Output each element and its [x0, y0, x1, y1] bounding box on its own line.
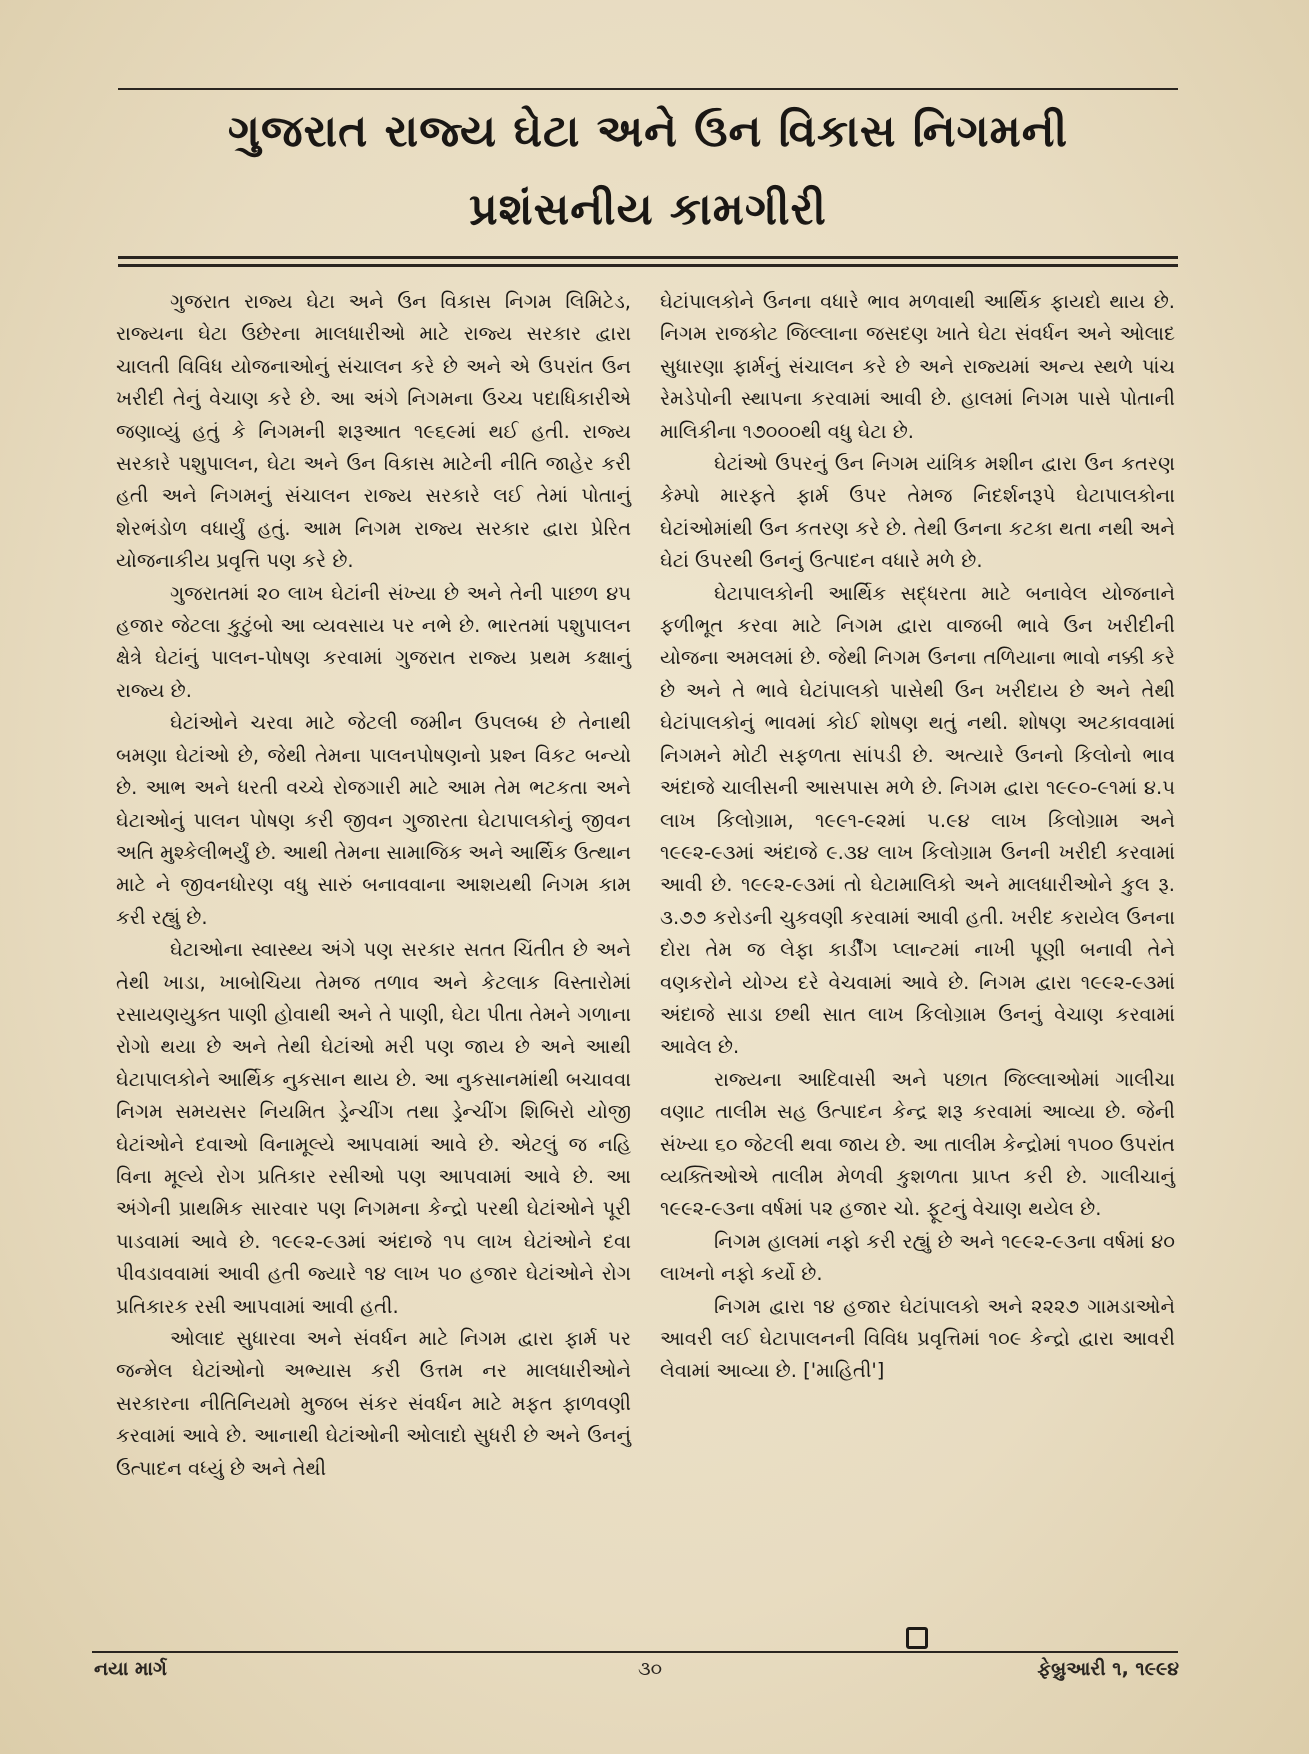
article-end-square-icon [906, 1627, 928, 1649]
title-double-rule [118, 256, 1178, 267]
paragraph: રાજ્યના આદિવાસી અને પછાત જિલ્લાઓમાં ગાલીચા વણાટ તાલીમ સહ ઉત્પાદન કેન્દ્ર શરૂ કરવામાં આવ્યા છે. જેની સંખ્યા ૬૦ જેટલી થવા જાય છે. આ તાલીમ કેન્દ્રોમાં ૧૫૦૦ ઉપરાંત વ્યક્તિઓએ તાલીમ મેળવી કુશળતા પ્રાપ્ત કરી છે. ગાલીચાનું ૧૯૯૨-૯૩ના વર્ષમાં ૫૨ હજાર ચો. ફૂટનું વેચાણ થયેલ છે. [660, 1067, 1175, 1221]
footer-rule [92, 1651, 1178, 1653]
footer-page-number: ૩૦ [637, 1658, 663, 1680]
paragraph: નિગમ હાલમાં નફો કરી રહ્યું છે અને ૧૯૯૨-૯૩ના વર્ષમાં ૪૦ લાખનો નફો કર્યો છે. [660, 1229, 1175, 1286]
article-title-line2: પ્રશંસનીય કામગીરી [469, 184, 827, 235]
left-column [116, 286, 631, 1485]
paragraph: ઘેટાપાલકોની આર્થિક સદ્ધરતા માટે બનાવેલ યોજનાને ફળીભૂત કરવા માટે નિગમ દ્વારા વાજબી ભાવે ઉન ખરીદીની યોજના અમલમાં છે. જેથી નિગમ ઉનના તળિયાના ભાવો નક્કી કરે છે અને તે ભાવે ઘેટાંપાલકો પાસેથી ઉન ખરીદાય છે અને તેથી ઘેટાંપાલકોનું ભાવમાં કોઈ શોષણ થતું નથી. શોષણ અટકાવવામાં નિગમને મોટી સફળતા સાંપડી છે. અત્યારે ઉનનો કિલોનો ભાવ અંદાજે ચાલીસની આસપાસ મળે છે. નિગમ દ્વારા ૧૯૯૦-૯૧માં ૪.૫ લાખ કિલોગ્રામ, ૧૯૯૧-૯૨માં ૫.૯૪ લાખ કિલોગ્રામ અને ૧૯૯૨-૯૩માં અંદાજે ૯.૩૪ લાખ કિલોગ્રામ ઉનની ખરીદી કરવામાં આવી છે. ૧૯૯૨-૯૩માં તો ઘેટામાલિકો અને માલધારીઓને કુલ રૂ. ૩.૭૭ કરોડની ચુકવણી કરવામાં આવી હતી. ખરીદ કરાયેલ ઉનના દોરા તેમ જ લેફા કાર્ડીંગ પ્લાન્ટમાં નાખી પૂણી બનાવી તેને વણકરોને યોગ્ય દરે વેચવામાં આવે છે. નિગમ દ્વારા ૧૯૯૨-૯૩માં અંદાજે સાડા છથી સાત લાખ કિલોગ્રામ ઉનનું વેચાણ કરવામાં આવેલ છે. [660, 581, 1175, 1059]
paragraph: ઘેટાઓના સ્વાસ્થ્ય અંગે પણ સરકાર સતત ચિંતીત છે અને તેથી ખાડા, ખાબોચિયા તેમજ તળાવ અને કેટલાક વિસ્તારોમાં રસાયણયુક્ત પાણી હોવાથી અને તે પાણી, ઘેટા પીતા તેમને ગળાના રોગો થયા છે અને તેથી ઘેટાંઓ મરી પણ જાય છે અને આથી ઘેટાપાલકોને આર્થિક નુકસાન થાય છે. આ નુકસાનમાંથી બચાવવા નિગમ સમયસર નિયમિત ડ્રેન્ચીંગ તથા ડ્રેન્ચીંગ શિબિરો યોજી ઘેટાંઓને દવાઓ વિનામૂલ્યે આપવામાં આવે છે. એટલું જ નહિ વિના મૂલ્યે રોગ પ્રતિકાર રસીઓ પણ આપવામાં આવે છે. આ અંગેની પ્રાથમિક સારવાર પણ નિગમના કેન્દ્રો પરથી ઘેટાંઓને પૂરી પાડવામાં આવે છે. ૧૯૯૨-૯૩માં અંદાજે ૧૫ લાખ ઘેટાંઓને દવા પીવડાવવામાં આવી હતી જ્યારે ૧૪ લાખ ૫૦ હજાર ઘેટાંઓને રોગ પ્રતિકારક રસી આપવામાં આવી હતી. [116, 938, 631, 1318]
top-rule [118, 88, 1178, 90]
paragraph: ઘેટાંઓ ઉપરનું ઉન નિગમ યાંત્રિક મશીન દ્વારા ઉન કતરણ કેમ્પો મારફતે ફાર્મ ઉપર તેમજ નિદર્શનરૂપે ઘેટાપાલકોના ઘેટાંઓમાંથી ઉન કતરણ કરે છે. તેથી ઉનના કટકા થતા નથી અને ઘેટાં ઉપરથી ઉનનું ઉત્પાદન વધારે મળે છે. [660, 452, 1175, 573]
footer-publication: નયા માર્ગ [94, 1658, 167, 1680]
paragraph: ગુજરાત રાજ્ય ઘેટા અને ઉન વિકાસ નિગમ લિમિટેડ, રાજ્યના ઘેટા ઉછેરના માલધારીઓ માટે રાજ્ય સરકાર દ્વારા ચાલતી વિવિધ યોજનાઓનું સંચાલન કરે છે અને એ ઉપરાંત ઉન ખરીદી તેનું વેચાણ કરે છે. આ અંગે નિગમના ઉચ્ચ પદાધિકારીએ જણાવ્યું હતું કે નિગમની શરૂઆત ૧૯૬૯માં થઈ હતી. રાજ્ય સરકારે પશુપાલન, ઘેટા અને ઉન વિકાસ માટેની નીતિ જાહેર કરી હતી અને નિગમનું સંચાલન રાજ્ય સરકારે લઈ તેમાં પોતાનું શેરભંડોળ વધાર્યું હતું. આમ નિગમ રાજ્ય સરકાર દ્વારા પ્રેરિત યોજનાકીય પ્રવૃત્તિ પણ કરે છે. [116, 290, 631, 573]
right-column [660, 286, 1175, 1388]
paragraph: ઓલાદ સુધારવા અને સંવર્ધન માટે નિગમ દ્વારા ફાર્મ પર જન્મેલ ઘેટાંઓનો અભ્યાસ કરી ઉત્તમ નર માલધારીઓને સરકારના નીતિનિયમો મુજબ સંકર સંવર્ધન માટે મફત ફાળવણી કરવામાં આવે છે. આનાથી ઘેટાંઓની ઓલાદો સુધરી છે અને ઉનનું ઉત્પાદન વધ્યું છે અને તેથી [116, 1327, 631, 1480]
paragraph: ગુજરાતમાં ૨૦ લાખ ઘેટાંની સંખ્યા છે અને તેની પાછળ ૪૫ હજાર જેટલા કુટુંબો આ વ્યવસાય પર નભે છે. ભારતમાં પશુપાલન ક્ષેત્રે ઘેટાંનું પાલન-પોષણ કરવામાં ગુજરાત રાજ્ય પ્રથમ કક્ષાનું રાજ્ય છે. [116, 581, 631, 702]
paragraph: નિગમ દ્વારા ૧૪ હજાર ઘેટાંપાલકો અને ૨૨૨૭ ગામડાઓને આવરી લઈ ઘેટાપાલનની વિવિધ પ્રવૃત્તિમાં ૧૦૯ કેન્દ્રો દ્વારા આવરી લેવામાં આવ્યા છે. ['માહિતી'] [660, 1294, 1175, 1383]
article-title-line1: ગુજરાત રાજ્ય ઘેટા અને ઉન વિકાસ નિગમની [227, 106, 1069, 157]
paragraph: ઘેટાંપાલકોને ઉનના વધારે ભાવ મળવાથી આર્થિક ફાયદો થાય છે. નિગમ રાજકોટ જિલ્લાના જસદણ ખાતે ઘેટા સંવર્ધન અને ઓલાદ સુધારણા ફાર્મનું સંચાલન કરે છે અને રાજ્યમાં અન્ય સ્થળે પાંચ રેમડેપોની સ્થાપના કરવામાં આવી છે. હાલમાં નિગમ પાસે પોતાની માલિકીના ૧૭૦૦૦થી વધુ ઘેટા છે. [660, 290, 1175, 443]
paragraph: ઘેટાંઓને ચરવા માટે જેટલી જમીન ઉપલબ્ધ છે તેનાથી બમણા ઘેટાંઓ છે, જેથી તેમના પાલનપોષણનો પ્રશ્ન વિકટ બન્યો છે. આભ અને ધરતી વચ્ચે રોજગારી માટે આમ તેમ ભટકતા અને ઘેટાઓનું પાલન પોષણ કરી જીવન ગુજારતા ઘેટાપાલકોનું જીવન અતિ મુશ્કેલીભર્યું છે. આથી તેમના સામાજિક અને આર્થિક ઉત્થાન માટે ને જીવનધોરણ વધુ સારું બનાવવાના આશયથી નિગમ કામ કરી રહ્યું છે. [116, 711, 631, 929]
footer-date: ફેબ્રુઆરી ૧, ૧૯૯૪ [1037, 1658, 1179, 1680]
